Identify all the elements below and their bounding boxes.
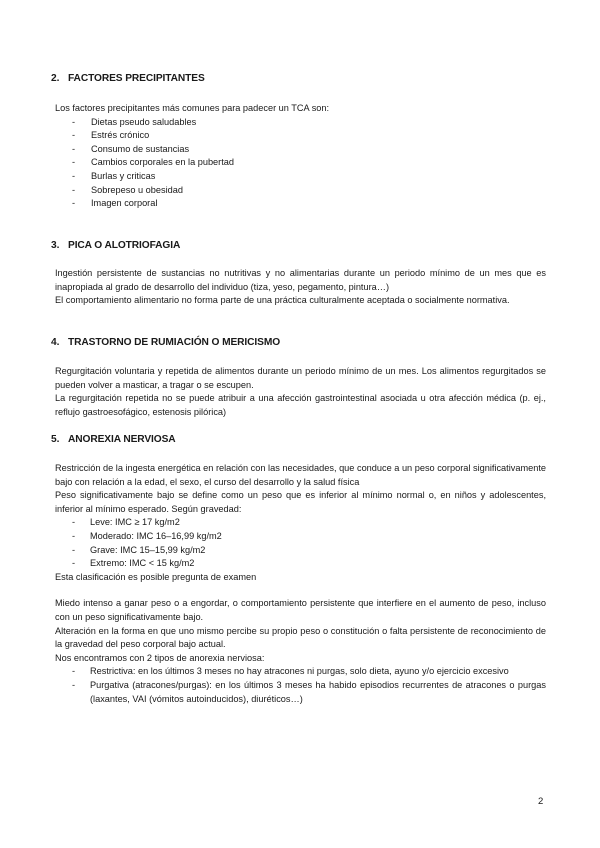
list-item: - Extremo: IMC < 15 kg/m2 (55, 557, 546, 571)
section-body (55, 365, 546, 419)
list-item: - Imagen corporal (55, 197, 546, 211)
list-item: - Consumo de sustancias (55, 143, 546, 157)
paragraph: Ingestión persistente de sustancias no nutritivas y no alimentarias durante un periodo mínimo de un mes que es inapropiada al grado de desarrollo del individuo (tiza, yeso, pegamento, pintura…) (55, 268, 546, 292)
section-number: 2. (51, 73, 60, 84)
paragraph: Miedo intenso a ganar peso o a engordar, o comportamiento persistente que interfiere en el aumento de peso, incluso con un peso significativamente bajo. (55, 598, 546, 622)
section-heading (51, 336, 280, 350)
paragraph: La regurgitación repetida no se puede atribuir a una afección gastrointestinal asociada u otra afección médica (p. ej., reflujo gastroesofágico, estenosis pilórica) (55, 393, 546, 417)
section-number: 3. (51, 240, 60, 251)
intro-text: Los factores precipitantes más comunes para padecer un TCA son: (55, 103, 330, 113)
section-body (55, 267, 546, 308)
list-item: - Purgativa (atracones/purgas): en los últimos 3 meses ha habido episodios recurrentes de atracones o purgas (laxantes, VAI (vómitos autoinducidos), diuréticos…) (55, 679, 546, 706)
page-number: 2 (538, 796, 544, 807)
section-title: PICA O ALOTRIOFAGIA (68, 240, 181, 251)
list-item: - Moderado: IMC 16–16,99 kg/m2 (55, 530, 546, 544)
paragraph: Alteración en la forma en que uno mismo percibe su propio peso o constitución o falta persistente de reconocimiento de la gravedad del peso corporal bajo actual. (55, 625, 546, 650)
section-heading (51, 433, 176, 447)
paragraph: Nos encontramos con 2 tipos de anorexia nerviosa: (55, 652, 265, 663)
section-heading (51, 239, 180, 253)
severity-list (55, 516, 546, 570)
exam-note: Esta clasificación es posible pregunta de examen (55, 571, 257, 582)
list-item: - Estrés crónico (55, 129, 546, 143)
section-body (55, 102, 546, 211)
list-item: - Grave: IMC 15–15,99 kg/m2 (55, 544, 546, 558)
list-item: - Cambios corporales en la pubertad (55, 156, 546, 170)
section-heading (51, 72, 205, 86)
list-item: - Leve: IMC ≥ 17 kg/m2 (55, 516, 546, 530)
list-item: - Sobrepeso u obesidad (55, 184, 546, 198)
list-item: - Restrictiva: en los últimos 3 meses no hay atracones ni purgas, solo dieta, ayuno y/o ejercicio excesivo (55, 665, 546, 679)
paragraph: Peso significativamente bajo se define como un peso que es inferior al mínimo normal o, en niños y adolescentes, inferior al mínimo esperado. Según gravedad: (55, 490, 546, 514)
section-body (55, 462, 546, 706)
type-list (55, 665, 546, 706)
section-title: TRASTORNO DE RUMIACIÓN O MERICISMO (68, 337, 281, 348)
section-title: ANOREXIA NERVIOSA (68, 434, 176, 445)
paragraph: Restricción de la ingesta energética en relación con las necesidades, que conduce a un peso corporal significativamente bajo con relación a la edad, el sexo, el curso del desarrollo y la salud física (55, 463, 546, 487)
list-item: - Burlas y criticas (55, 170, 546, 184)
factor-list (55, 116, 546, 211)
paragraph: El comportamiento alimentario no forma parte de una práctica culturalmente aceptada o socialmente normativa. (55, 295, 510, 306)
paragraph: Regurgitación voluntaria y repetida de alimentos durante un periodo mínimo de un mes. Los alimentos regurgitados se pueden volver a masticar, a tragar o se escupen. (55, 366, 546, 390)
section-number: 5. (51, 434, 60, 445)
list-item: - Dietas pseudo saludables (55, 116, 546, 130)
section-title: FACTORES PRECIPITANTES (68, 73, 205, 84)
section-number: 4. (51, 337, 60, 348)
